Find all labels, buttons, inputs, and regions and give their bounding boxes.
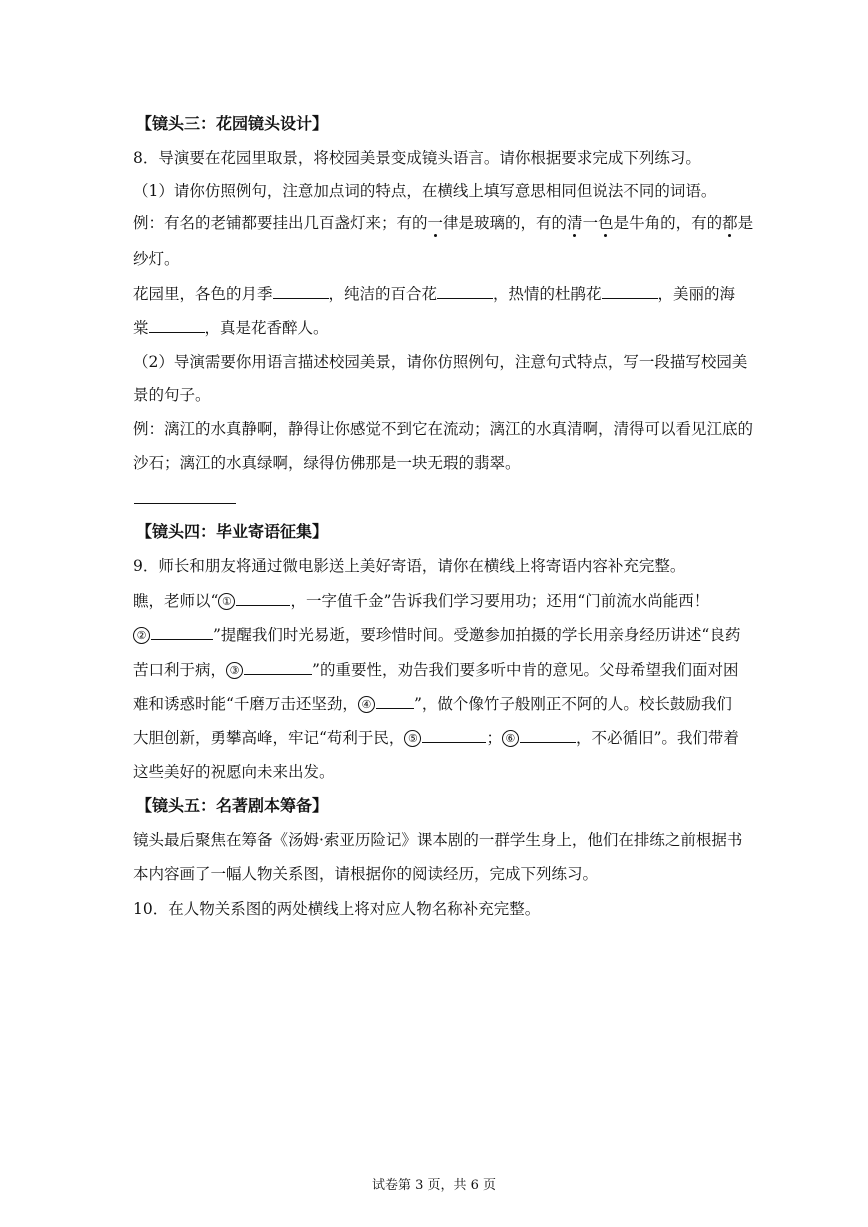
example-sentence-2-cont: 沙石；漓江的水真绿啊，绿得仿佛那是一块无瑕的翡翠。	[133, 454, 521, 472]
section-heading-4: 【镜头四：毕业寄语征集】	[136, 522, 329, 541]
example-sentence-2: 例：漓江的水真静啊，静得让你感觉不到它在流动；漓江的水真清啊，清得可以看见江底的	[133, 420, 754, 438]
blessing-line-3: 苦口利于病， ③ ”的重要性，劝告我们要多听中肯的意见。父母希望我们面对困	[133, 661, 739, 679]
answer-blank[interactable]	[376, 693, 414, 709]
emphasis-dot-char: 都	[722, 214, 738, 232]
blessing-line-4: 难和诱惑时能“千磨万击还坚劲， ④ ”，做个像竹子般刚正不阿的人。校长鼓励我们	[133, 695, 732, 713]
answer-blank[interactable]	[151, 624, 213, 640]
answer-rule-line[interactable]	[134, 503, 236, 504]
part-2-instruction-cont: 景的句子。	[133, 386, 211, 404]
answer-blank[interactable]	[236, 590, 290, 606]
blank-marker-1: ①	[218, 593, 235, 610]
part-2-instruction: （2）导演需要你用语言描述校园美景，请你仿照例句，注意句式特点，写一段描写校园美	[133, 353, 748, 371]
blank-marker-5: ⑤	[404, 730, 421, 747]
emphasis-dot-char: 色	[598, 214, 614, 232]
section-5-intro: 镜头最后聚焦在筹备《汤姆·索亚历险记》课本剧的一群学生身上，他们在排练之前根据书	[133, 831, 743, 849]
question-10: 10．在人物关系图的两处横线上将对应人物名称补充完整。	[133, 900, 541, 918]
blank-marker-2: ②	[133, 627, 150, 644]
blessing-line-1: 瞧，老师以“ ① ，一字值千金”告诉我们学习要用功；还用“门前流水尚能西！	[133, 592, 710, 610]
example-sentence-1-cont: 纱灯。	[133, 250, 180, 268]
blessing-line-6: 这些美好的祝愿向未来出发。	[133, 763, 335, 781]
section-heading-5: 【镜头五：名著剧本筹备】	[136, 796, 329, 815]
answer-blank[interactable]	[273, 283, 329, 299]
answer-blank[interactable]	[437, 283, 493, 299]
fill-blank-line-2: 棠 ，真是花香醉人。	[133, 319, 329, 337]
answer-blank[interactable]	[422, 727, 486, 743]
question-9-intro: 9．师长和朋友将通过微电影送上美好寄语，请你在横线上将寄语内容补充完整。	[133, 557, 686, 575]
section-heading-3: 【镜头三：花园镜头设计】	[136, 114, 329, 133]
example-sentence-1: 例：有名的老铺都要挂出几百盏灯来；有的一律是玻璃的，有的清一色是牛角的，有的都是	[133, 214, 754, 232]
part-1-instruction: （1）请你仿照例句，注意加点词的特点，在横线上填写意思相同但说法不同的词语。	[133, 182, 717, 200]
fill-blank-line-1: 花园里，各色的月季 ，纯洁的百合花 ，热情的杜鹃花 ，美丽的海	[133, 285, 736, 303]
blank-marker-6: ⑥	[502, 730, 519, 747]
page-footer: 试卷第 3 页，共 6 页	[371, 1178, 497, 1193]
answer-blank[interactable]	[520, 727, 576, 743]
section-5-intro-cont: 本内容画了一幅人物关系图，请根据你的阅读经历，完成下列练习。	[133, 865, 599, 883]
blessing-line-5: 大胆创新，勇攀高峰，牢记“苟利于民， ⑤ ； ⑥ ，不必循旧”。我们带着	[133, 729, 739, 747]
blessing-line-2: ② ”提醒我们时光易逝，要珍惜时间。受邀参加拍摄的学长用亲身经历讲述“良药	[133, 624, 740, 646]
emphasis-dot-char: 一	[427, 214, 444, 232]
blank-marker-4: ④	[358, 696, 375, 713]
question-8-intro: 8．导演要在花园里取景，将校园美景变成镜头语言。请你根据要求完成下列练习。	[133, 149, 701, 167]
answer-blank[interactable]	[602, 283, 658, 299]
blank-marker-3: ③	[226, 662, 243, 679]
answer-blank[interactable]	[149, 317, 205, 333]
answer-blank[interactable]	[244, 659, 312, 675]
emphasis-dot-char: 清	[567, 214, 583, 232]
